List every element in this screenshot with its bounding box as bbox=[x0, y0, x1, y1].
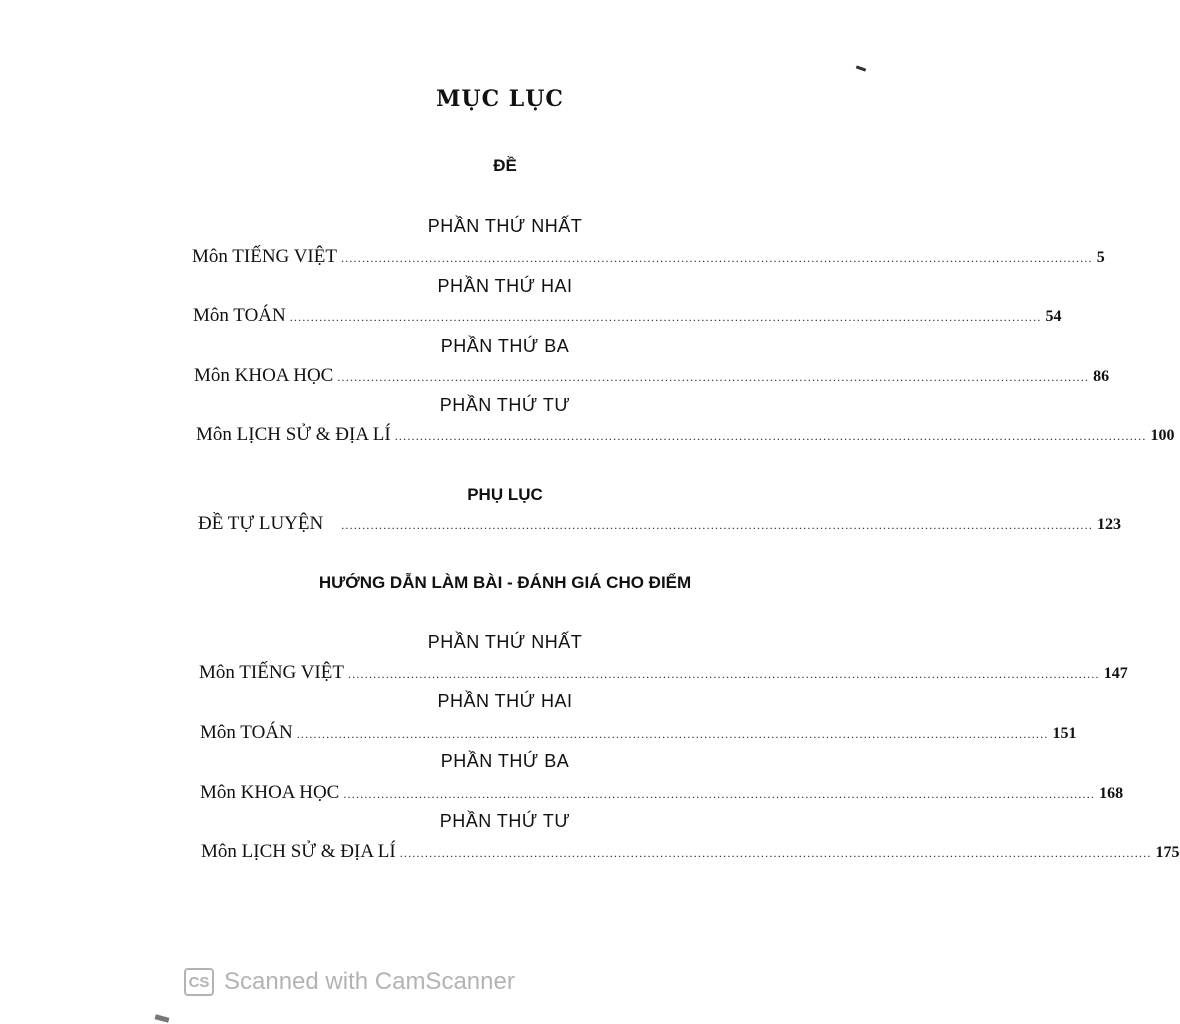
part-heading: PHẦN THỨ HAI bbox=[437, 276, 573, 296]
toc-entry-page: 123 bbox=[1097, 516, 1122, 533]
toc-entry-label: Môn LỊCH SỬ & ĐỊA LÍ bbox=[201, 841, 396, 862]
leader-dots: ................................................................................................................................................................................... bbox=[296, 727, 1049, 741]
toc-entry bbox=[192, 246, 1105, 268]
part-heading: PHẦN THỨ NHẤT bbox=[427, 216, 583, 236]
leader-dots: ................................................................................................................................................................................... bbox=[341, 518, 1094, 532]
part-heading: PHẦN THỨ NHẤT bbox=[427, 632, 583, 652]
scan-speck bbox=[155, 1014, 170, 1022]
toc-entry bbox=[193, 305, 1062, 327]
part-heading: PHẦN THỨ BA bbox=[440, 336, 570, 356]
leader-dots: ................................................................................................................................................................................... bbox=[343, 787, 1096, 801]
toc-entry-page: 151 bbox=[1052, 725, 1077, 742]
leader-dots: ................................................................................................................................................................................... bbox=[399, 846, 1152, 860]
camscanner-watermark bbox=[184, 968, 515, 996]
leader-dots: ................................................................................................................................................................................... bbox=[340, 251, 1093, 265]
toc-entry-page: 175 bbox=[1155, 844, 1180, 861]
toc-entry bbox=[200, 782, 1124, 804]
watermark-text: Scanned with CamScanner bbox=[224, 968, 515, 995]
toc-entry bbox=[198, 513, 1122, 535]
leader-dots: ................................................................................................................................................................................... bbox=[337, 370, 1090, 384]
toc-entry bbox=[201, 841, 1180, 863]
part-heading: PHẦN THỨ BA bbox=[440, 751, 570, 771]
toc-entry-label: Môn TIẾNG VIỆT bbox=[192, 246, 337, 267]
toc-entry bbox=[199, 662, 1128, 684]
toc-entry-page: 100 bbox=[1150, 427, 1175, 444]
toc-entry-page: 168 bbox=[1099, 785, 1124, 802]
camscanner-logo-icon: CS bbox=[184, 968, 214, 996]
toc-entry-label: Môn TOÁN bbox=[200, 722, 293, 743]
section-heading-phu-luc: PHỤ LỤC bbox=[467, 485, 543, 504]
toc-entry-page: 54 bbox=[1045, 308, 1062, 325]
toc-entry-label: Môn KHOA HỌC bbox=[200, 782, 340, 803]
toc-entry bbox=[194, 365, 1110, 387]
part-heading: PHẦN THỨ TƯ bbox=[439, 811, 571, 831]
leader-dots: ................................................................................................................................................................................... bbox=[347, 667, 1100, 681]
toc-entry bbox=[200, 722, 1077, 744]
scan-speck bbox=[856, 65, 866, 71]
toc-entry-page: 147 bbox=[1103, 665, 1128, 682]
toc-entry-page: 5 bbox=[1096, 249, 1105, 266]
toc-entry bbox=[196, 424, 1175, 446]
part-heading: PHẦN THỨ TƯ bbox=[439, 395, 571, 415]
toc-entry-page: 86 bbox=[1093, 368, 1110, 385]
leader-dots: ................................................................................................................................................................................... bbox=[394, 429, 1147, 443]
page-title: MỤC LỤC bbox=[436, 86, 564, 112]
toc-entry-label: Môn TOÁN bbox=[193, 305, 286, 326]
part-heading: PHẦN THỨ HAI bbox=[437, 691, 573, 711]
toc-entry-label: Môn TIẾNG VIỆT bbox=[199, 662, 344, 683]
section-heading-de: ĐỀ bbox=[493, 156, 517, 175]
leader-dots: ................................................................................................................................................................................... bbox=[289, 310, 1042, 324]
section-heading-huong-dan: HƯỚNG DẪN LÀM BÀI - ĐÁNH GIÁ CHO ĐIỂM bbox=[318, 573, 692, 592]
toc-entry-label: Môn LỊCH SỬ & ĐỊA LÍ bbox=[196, 424, 391, 445]
toc-entry-label: ĐỀ TỰ LUYỆN bbox=[198, 513, 324, 534]
toc-entry-label: Môn KHOA HỌC bbox=[194, 365, 334, 386]
